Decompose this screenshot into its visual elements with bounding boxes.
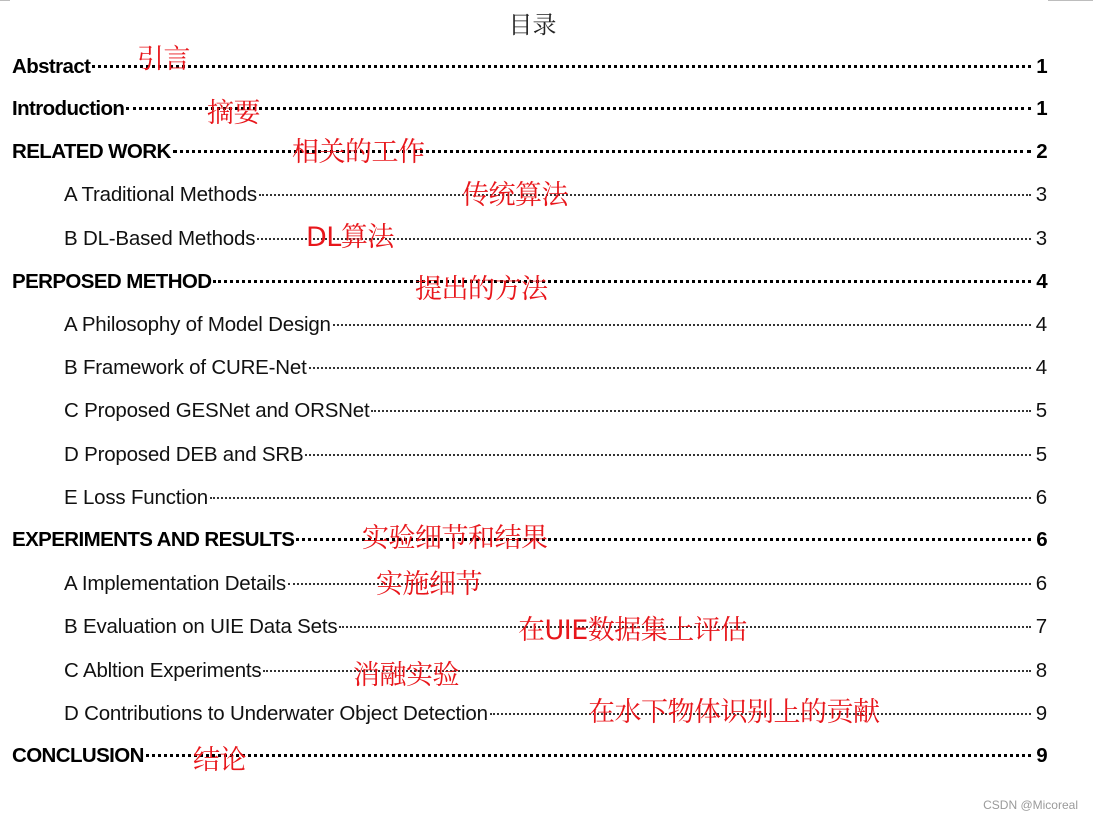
entry-label: D Proposed DEB and SRB bbox=[64, 443, 304, 466]
toc-entry-line[interactable] bbox=[64, 656, 1047, 686]
entry-label: B Framework of CURE-Net bbox=[64, 356, 307, 379]
toc-entry-line[interactable] bbox=[64, 440, 1047, 470]
toc-entry-introduction[interactable] bbox=[0, 94, 1093, 124]
toc-entry-conclusion[interactable] bbox=[0, 741, 1093, 771]
annotation-conclusion: 结论 bbox=[193, 745, 246, 776]
annotation-underwater-object-detection: 在水下物体识别上的贡献 bbox=[588, 697, 880, 728]
toc-entry-line[interactable] bbox=[64, 353, 1047, 383]
entry-label: B Evaluation on UIE Data Sets bbox=[64, 615, 338, 638]
page-number: 9 bbox=[1035, 702, 1047, 725]
entry-label: C Abltion Experiments bbox=[64, 659, 262, 682]
page-number: 9 bbox=[1036, 744, 1047, 767]
page-number: 2 bbox=[1036, 140, 1047, 163]
toc-entry-loss-function[interactable] bbox=[0, 483, 1093, 513]
page-number: 4 bbox=[1035, 313, 1047, 336]
entry-label: CONCLUSION bbox=[12, 744, 144, 767]
toc-entry-line[interactable] bbox=[64, 483, 1047, 513]
toc-entry-line[interactable] bbox=[64, 396, 1047, 426]
annotation-implementation-details: 实施细节 bbox=[376, 569, 482, 600]
top-rule-left bbox=[0, 0, 10, 1]
entry-label: A Philosophy of Model Design bbox=[64, 313, 331, 336]
dot-leader bbox=[309, 367, 1031, 369]
page-number: 4 bbox=[1036, 270, 1047, 293]
page-number: 5 bbox=[1035, 399, 1047, 422]
toc-entry-related-work[interactable] bbox=[0, 137, 1093, 167]
annotation-related-work: 相关的工作 bbox=[292, 137, 425, 168]
entry-label: A Implementation Details bbox=[64, 572, 286, 595]
annotation-abstract: 引言 bbox=[137, 44, 190, 75]
toc-entry-line[interactable] bbox=[12, 741, 1047, 771]
annotation-dl-based-methods: DL算法 bbox=[306, 222, 394, 253]
entry-label: E Loss Function bbox=[64, 486, 208, 509]
page-number: 6 bbox=[1035, 572, 1047, 595]
toc-entry-gesnet-orsnet[interactable] bbox=[0, 396, 1093, 426]
toc-entry-line[interactable] bbox=[64, 224, 1047, 254]
annotation-introduction: 摘要 bbox=[207, 98, 260, 129]
dot-leader bbox=[210, 497, 1031, 499]
annotation-perposed-method: 提出的方法 bbox=[415, 274, 548, 305]
page-number: 6 bbox=[1036, 528, 1047, 551]
annotation-ablation-experiments: 消融实验 bbox=[353, 660, 459, 691]
page-number: 1 bbox=[1036, 97, 1047, 120]
dot-leader bbox=[92, 65, 1031, 68]
page-number: 6 bbox=[1035, 486, 1047, 509]
dot-leader bbox=[126, 107, 1031, 110]
annotation-traditional-methods: 传统算法 bbox=[462, 180, 568, 211]
entry-label: EXPERIMENTS AND RESULTS bbox=[12, 528, 295, 551]
dot-leader bbox=[305, 454, 1031, 456]
entry-label: D Contributions to Underwater Object Detection bbox=[64, 702, 488, 725]
toc-entry-deb-srb[interactable] bbox=[0, 440, 1093, 470]
page-number: 5 bbox=[1035, 443, 1047, 466]
dot-leader bbox=[213, 280, 1031, 283]
dot-leader bbox=[371, 410, 1031, 412]
entry-label: Abstract bbox=[12, 55, 91, 78]
toc-entry-philosophy-model-design[interactable] bbox=[0, 310, 1093, 340]
page-number: 4 bbox=[1035, 356, 1047, 379]
toc-entry-framework-cure-net[interactable] bbox=[0, 353, 1093, 383]
toc-entry-line[interactable] bbox=[64, 569, 1047, 599]
entry-label: A Traditional Methods bbox=[64, 183, 257, 206]
toc-entry-ablation-experiments[interactable] bbox=[0, 656, 1093, 686]
page-number: 1 bbox=[1036, 55, 1047, 78]
toc-entry-line[interactable] bbox=[64, 310, 1047, 340]
toc-entry-line[interactable] bbox=[64, 699, 1047, 729]
annotation-experiments-results: 实验细节和结果 bbox=[362, 523, 548, 554]
entry-label: RELATED WORK bbox=[12, 140, 171, 163]
page-number: 3 bbox=[1035, 183, 1047, 206]
page-number: 8 bbox=[1035, 659, 1047, 682]
toc-entry-underwater-object-detection[interactable] bbox=[0, 699, 1093, 729]
toc-entry-line[interactable] bbox=[12, 137, 1047, 167]
dot-leader bbox=[333, 324, 1031, 326]
toc-entry-line[interactable] bbox=[12, 94, 1047, 124]
dot-leader bbox=[146, 754, 1031, 757]
watermark: CSDN @Micoreal bbox=[983, 798, 1078, 812]
annotation-evaluation-uie: 在UIE数据集上评估 bbox=[518, 615, 747, 646]
entry-label: Introduction bbox=[12, 97, 125, 120]
entry-label: C Proposed GESNet and ORSNet bbox=[64, 399, 370, 422]
toc-entry-dl-based-methods[interactable] bbox=[0, 224, 1093, 254]
entry-label: PERPOSED METHOD bbox=[12, 270, 212, 293]
entry-label: B DL-Based Methods bbox=[64, 227, 256, 250]
dot-leader bbox=[259, 194, 1031, 196]
toc-title: 目录 bbox=[508, 11, 557, 39]
top-rule-right bbox=[1048, 0, 1093, 1]
page-number: 7 bbox=[1035, 615, 1047, 638]
toc-entry-implementation-details[interactable] bbox=[0, 569, 1093, 599]
page-number: 3 bbox=[1035, 227, 1047, 250]
